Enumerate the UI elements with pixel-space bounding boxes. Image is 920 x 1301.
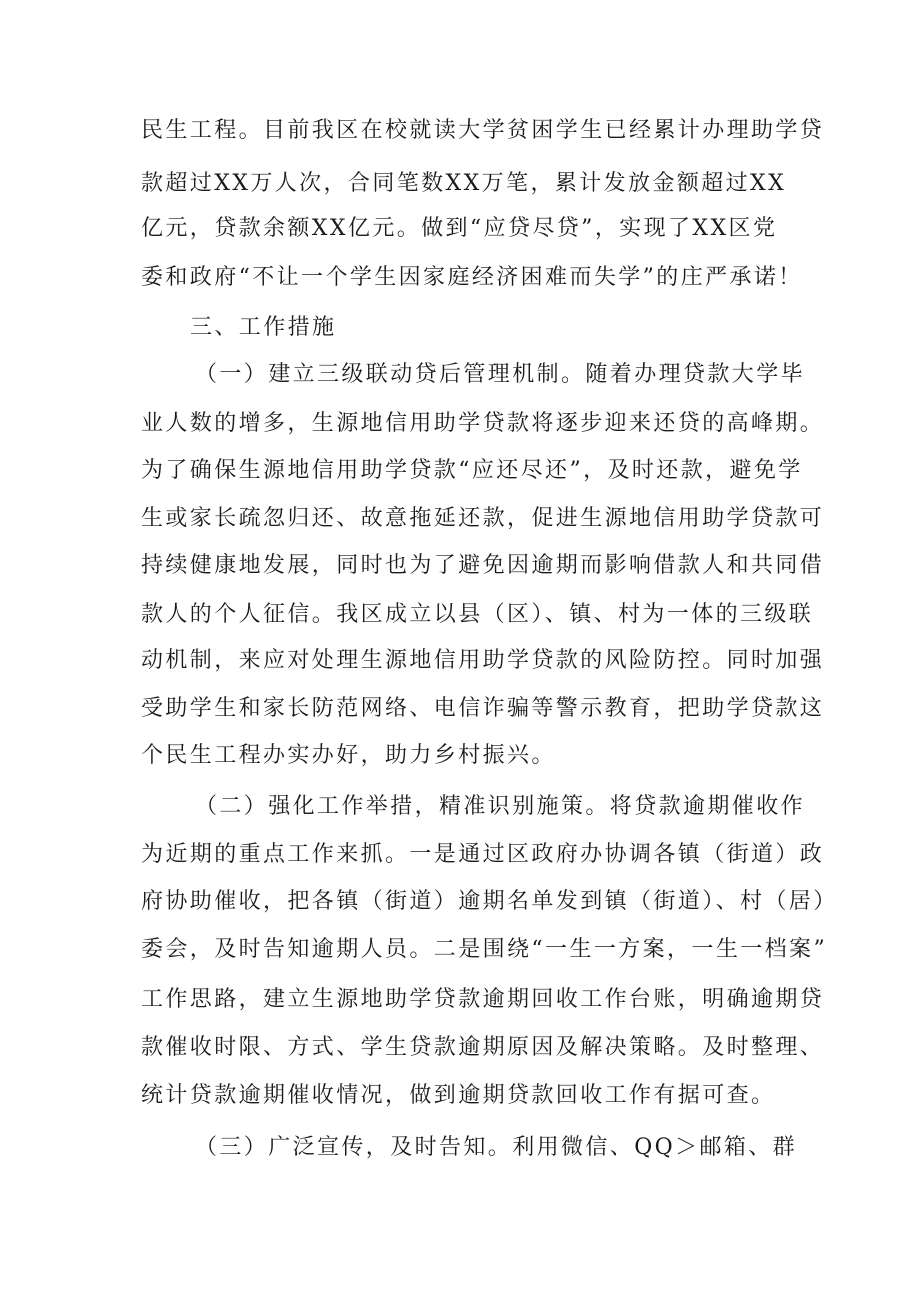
- text-line: 府协助催收，把各镇（街道）逾期名单发到镇（街道）、村（居）: [141, 889, 838, 914]
- text-line: 民生工程。目前我区在校就读大学贫困学生已经累计办理助学贷: [141, 118, 825, 143]
- text-line: 亿元，贷款余额XX亿元。做到“应贷尽贷”，实现了XX区党: [141, 216, 778, 241]
- text-line: （二）强化工作举措，精准识别施策。将贷款逾期催收作: [195, 794, 806, 819]
- text-line: 为近期的重点工作来抓。一是通过区政府办协调各镇（街道）政: [141, 842, 825, 867]
- text-line: 款催收时限、方式、学生贷款逾期原因及解决策略。及时整理、: [141, 1035, 825, 1060]
- text-line: 受助学生和家长防范网络、电信诈骗等警示教育，把助学贷款这: [141, 696, 825, 721]
- text-line: 业人数的增多，生源地信用助学贷款将逐步迎来还贷的高峰期。: [141, 411, 825, 436]
- text-line: 动机制，来应对处理生源地信用助学贷款的风险防控。同时加强: [141, 648, 825, 673]
- text-line: 委会，及时告知逾期人员。二是围绕“一生一方案，一生一档案”: [141, 937, 828, 962]
- text-line: （一）建立三级联动贷后管理机制。随着办理贷款大学毕: [195, 362, 806, 387]
- text-line: 持续健康地发展，同时也为了避免因逾期而影响借款人和共同借: [141, 553, 825, 578]
- text-line: 生或家长疏忽归还、故意拖延还款，促进生源地信用助学贷款可: [141, 506, 825, 531]
- text-line: 统计贷款逾期催收情况，做到逾期贷款回收工作有据可查。: [141, 1083, 776, 1108]
- text-line: （三）广泛宣传，及时告知。利用微信、QQ＞邮箱、群: [195, 1135, 798, 1160]
- section-heading: 三、工作措施: [190, 315, 337, 340]
- text-line: 款人的个人征信。我区成立以县（区）、镇、村为一体的三级联: [141, 602, 814, 627]
- text-line: 款超过XX万人次，合同笔数XX万笔，累计发放金额超过XX: [141, 171, 787, 196]
- text-line: 工作思路，建立生源地助学贷款逾期回收工作台账，明确逾期贷: [141, 987, 825, 1012]
- text-line: 委和政府“不让一个学生因家庭经济困难而失学”的庄严承诺！: [141, 265, 803, 290]
- text-line: 个民生工程办实办好，助力乡村振兴。: [141, 743, 556, 768]
- text-line: 为了确保生源地信用助学贷款“应还尽还”，及时还款，避免学: [141, 458, 803, 483]
